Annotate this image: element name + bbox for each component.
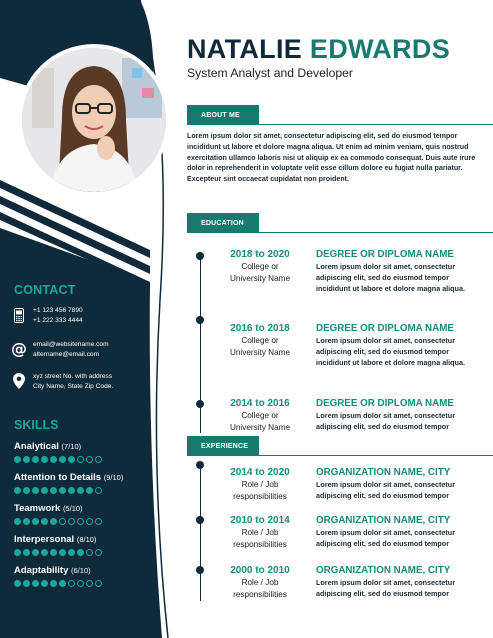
rating-dot-empty (95, 518, 102, 525)
rating-dot-filled (68, 549, 75, 556)
timeline-node (196, 516, 204, 524)
phone-number: +1 123 456 7890 (33, 307, 83, 314)
rating-dot-filled (32, 518, 39, 525)
entry-institution: University Name (229, 347, 291, 357)
entry-institution: College or (241, 411, 279, 420)
skills-heading: SKILLS (14, 418, 59, 432)
skill-level: (8/10) (76, 535, 97, 544)
rating-dot-filled (14, 456, 21, 463)
rating-dot-filled (32, 580, 39, 587)
skill-level: (5/10) (62, 504, 83, 513)
skill-name: Analytical (14, 441, 59, 452)
skill-rating (14, 456, 164, 463)
rating-dot-empty (68, 580, 75, 587)
rating-dot-empty (77, 456, 84, 463)
entry-title: ORGANIZATION NAME, CITY (316, 565, 451, 576)
timeline-node (196, 461, 204, 469)
rating-dot-filled (14, 580, 21, 587)
skill-rating (14, 518, 164, 525)
entry-institution: College or (241, 336, 279, 345)
phone-icon (10, 306, 28, 324)
skill-item (14, 565, 164, 587)
skill-item (14, 472, 164, 494)
experience-entry (216, 564, 484, 600)
rating-dot-filled (32, 549, 39, 556)
entry-description: Lorem ipsum dolor sit amet, consectetur adipiscing elit, sed do eiusmod tempor (316, 411, 455, 432)
contact-phone (10, 306, 83, 326)
section-divider (187, 455, 493, 456)
street-address: xyz street No. with address (33, 373, 113, 380)
rating-dot-empty (86, 518, 93, 525)
entry-institution: University Name (229, 273, 291, 283)
section-divider (187, 124, 493, 125)
phone-number: +1 222 333 4444 (33, 317, 83, 324)
rating-dot-filled (59, 549, 66, 556)
experience-entry (216, 466, 484, 502)
skill-rating (14, 580, 164, 587)
contact-heading: CONTACT (14, 283, 76, 297)
rating-dot-filled (14, 487, 21, 494)
education-entry (216, 322, 484, 369)
rating-dot-filled (50, 549, 57, 556)
entry-institution: College or (241, 262, 279, 271)
entry-title: DEGREE OR DIPLOMA NAME (316, 323, 454, 334)
city-state-zip: City Name, State Zip Code. (33, 383, 114, 390)
profile-photo (22, 48, 166, 192)
rating-dot-filled (23, 456, 30, 463)
rating-dot-empty (68, 518, 75, 525)
rating-dot-filled (50, 487, 57, 494)
rating-dot-filled (68, 456, 75, 463)
rating-dot-filled (77, 549, 84, 556)
rating-dot-empty (86, 549, 93, 556)
candidate-name (187, 33, 450, 65)
at-sign-icon: @ (11, 339, 27, 358)
entry-role: Role / Job (241, 578, 279, 587)
skill-name: Adaptability (14, 565, 69, 576)
entry-description: Lorem ipsum dolor sit amet, consectetur adipiscing elit, sed do eiusmod tempor incididunt ut labore et dolore magna aliqua. (316, 262, 465, 294)
rating-dot-filled (23, 518, 30, 525)
entry-date: 2010 to 2014 (230, 515, 290, 526)
entry-role: Role / Job (241, 528, 279, 537)
rating-dot-filled (50, 456, 57, 463)
rating-dot-empty (77, 580, 84, 587)
section-divider (187, 232, 493, 233)
rating-dot-empty (95, 580, 102, 587)
rating-dot-filled (50, 518, 57, 525)
rating-dot-filled (59, 456, 66, 463)
entry-description: Lorem ipsum dolor sit amet, consectetur adipiscing elit, sed do eiusmod tempor (316, 480, 455, 501)
rating-dot-empty (77, 518, 84, 525)
skill-level: (6/10) (71, 566, 91, 575)
entry-date: 2014 to 2016 (230, 398, 290, 409)
location-pin-icon (10, 372, 28, 390)
rating-dot-filled (50, 580, 57, 587)
rating-dot-filled (59, 487, 66, 494)
rating-dot-filled (41, 487, 48, 494)
about-section-header (187, 105, 493, 125)
rating-dot-filled (77, 487, 84, 494)
email-address: altername@email.com (33, 351, 100, 358)
education-entry (216, 248, 484, 295)
skill-rating (14, 549, 164, 556)
education-list (187, 240, 493, 432)
rating-dot-filled (68, 487, 75, 494)
rating-dot-empty (95, 549, 102, 556)
job-title: System Analyst and Developer (187, 66, 353, 80)
entry-role: responsibilities (233, 491, 287, 501)
education-section-header (187, 213, 493, 233)
rating-dot-filled (41, 456, 48, 463)
rating-dot-filled (14, 549, 21, 556)
entry-title: ORGANIZATION NAME, CITY (316, 515, 451, 526)
skill-item (14, 534, 164, 556)
entry-title: DEGREE OR DIPLOMA NAME (316, 249, 454, 260)
experience-timeline (200, 464, 201, 601)
education-heading: EDUCATION (187, 213, 259, 233)
rating-dot-filled (23, 580, 30, 587)
entry-title: DEGREE OR DIPLOMA NAME (316, 398, 454, 409)
last-name: EDWARDS (309, 34, 451, 64)
experience-section-header (187, 436, 493, 456)
skill-item (14, 503, 164, 525)
about-text: Lorem ipsum dolor sit amet, consectetur adipiscing elit, sed do eiusmod tempor incididunt ut labore et dolore magna aliqua. Ut enim ad minim veniam, quis nostrud exercitation ullamco laboris nisi ut aliquip ex ea commodo consequat. Duis aute irure dolor in reprehenderit in voluptate velit esse cillum dolore eu fugiat nulla pariatur. Excepteur sint occaecat cupidatat non proident. (187, 132, 476, 184)
rating-dot-filled (41, 580, 48, 587)
first-name: NATALIE (187, 34, 303, 64)
entry-institution: University Name (229, 422, 291, 432)
entry-description: Lorem ipsum dolor sit amet, consectetur adipiscing elit, sed do eiusmod tempor (316, 578, 455, 599)
entry-date: 2014 to 2020 (230, 467, 290, 478)
rating-dot-filled (59, 580, 66, 587)
rating-dot-empty (86, 456, 93, 463)
entry-description: Lorem ipsum dolor sit amet, consectetur adipiscing elit, sed do eiusmod tempor incididunt ut labore et dolore magna aliqua. (316, 336, 465, 368)
entry-role: responsibilities (233, 539, 287, 549)
entry-date: 2018 to 2020 (230, 249, 290, 260)
entry-role: responsibilities (233, 589, 287, 599)
rating-dot-empty (95, 456, 102, 463)
skill-name: Teamwork (14, 503, 61, 514)
entry-date: 2016 to 2018 (230, 323, 290, 334)
skill-item (14, 441, 164, 463)
rating-dot-filled (23, 549, 30, 556)
skill-name: Interpersonal (14, 534, 75, 545)
about-heading: ABOUT ME (187, 105, 259, 125)
skill-level: (7/10) (61, 442, 82, 451)
rating-dot-filled (23, 487, 30, 494)
entry-title: ORGANIZATION NAME, CITY (316, 467, 451, 478)
skill-level: (9/10) (103, 473, 124, 482)
rating-dot-filled (32, 487, 39, 494)
entry-date: 2000 to 2010 (230, 565, 290, 576)
skill-name: Attention to Details (14, 472, 102, 483)
entry-description: Lorem ipsum dolor sit amet, consectetur adipiscing elit, sed do eiusmod tempor (316, 528, 455, 549)
experience-heading: EXPERIENCE (187, 436, 259, 456)
contact-email (10, 340, 109, 360)
experience-entry (216, 514, 484, 550)
rating-dot-filled (41, 518, 48, 525)
rating-dot-empty (86, 580, 93, 587)
rating-dot-empty (95, 487, 102, 494)
education-entry (216, 397, 484, 432)
rating-dot-filled (32, 456, 39, 463)
entry-role: Role / Job (241, 480, 279, 489)
rating-dot-filled (41, 549, 48, 556)
timeline-node (196, 566, 204, 574)
rating-dot-empty (59, 518, 66, 525)
rating-dot-filled (86, 487, 93, 494)
rating-dot-filled (14, 518, 21, 525)
skill-rating (14, 487, 164, 494)
email-address: email@websitename.com (33, 341, 109, 348)
contact-address (10, 372, 113, 392)
